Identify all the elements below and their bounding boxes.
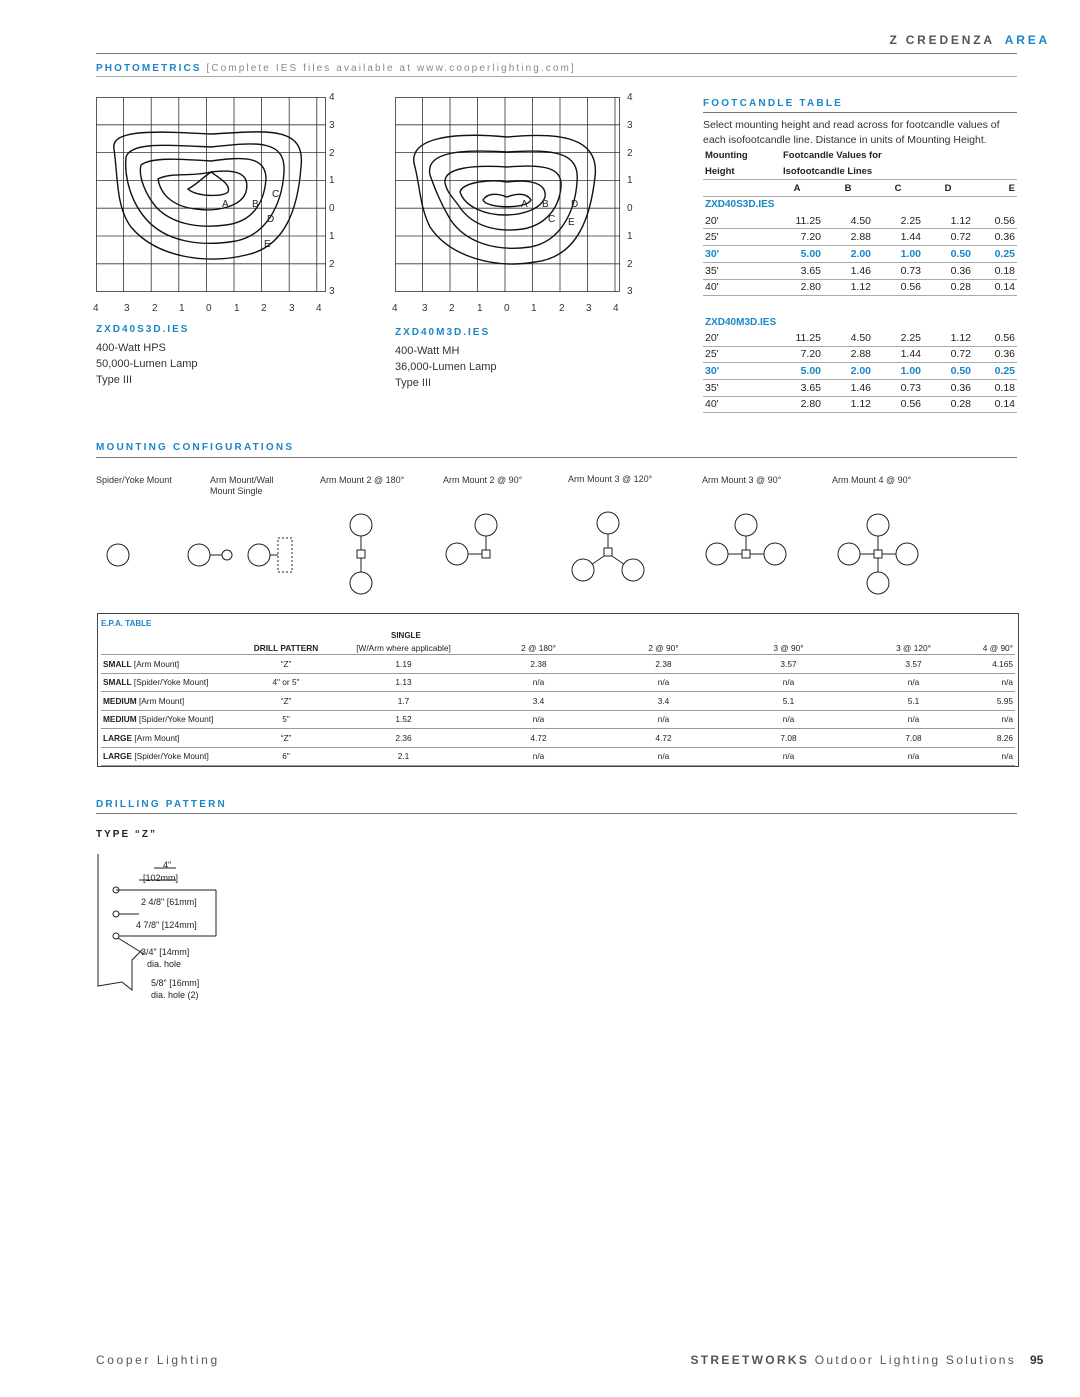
epa-size-cell: [101, 729, 241, 748]
epa-size-cell: [101, 673, 241, 692]
drill-dim-4in: 4": [163, 860, 172, 870]
arm-3-120-icon: [597, 512, 619, 534]
epa-size: MEDIUM: [103, 695, 137, 706]
chart1-label-d: D: [267, 214, 275, 225]
wall-mount-icon: [248, 544, 270, 566]
footcandle-value-cell: 7.20: [771, 346, 823, 363]
epa-value-cell: 1.52: [331, 710, 476, 729]
mounting-height-cell: 30': [703, 363, 771, 380]
isofootcandle-chart-s3d: [96, 97, 326, 292]
footcandle-value-cell: 0.36: [923, 262, 973, 279]
epa-value-cell: 5.1: [726, 692, 851, 711]
epa-value-cell: 8.26: [976, 729, 1015, 748]
axis-tick: 2: [559, 303, 565, 314]
axis-tick: 3: [329, 120, 335, 131]
footcandle-row: [703, 213, 1017, 229]
axis-tick: 1: [329, 231, 335, 242]
footcandle-value-cell: 2.25: [873, 330, 923, 346]
epa-row: [101, 729, 1015, 748]
drill-dim-102mm: [102mm]: [143, 873, 179, 883]
epa-value-cell: n/a: [601, 747, 726, 766]
epa-mount: [Arm Mount]: [134, 732, 180, 743]
footcandle-value-cell: 0.14: [973, 396, 1017, 413]
footcandle-title: FOOTCANDLE TABLE: [703, 98, 844, 109]
group-label-m3d: ZXD40M3D.IES: [705, 316, 777, 328]
drill-dim-14mm: [141, 946, 189, 970]
chart2-label-a: A: [521, 199, 528, 210]
epa-size-cell: [101, 747, 241, 766]
axis-tick: 4: [613, 303, 619, 314]
mount-label-4-90: Arm Mount 4 @ 90°: [832, 475, 912, 485]
mount-label-3-120: Arm Mount 3 @ 120°: [568, 474, 653, 484]
footcandle-value-cell: 0.18: [973, 379, 1017, 396]
footcandle-row: [703, 363, 1017, 380]
mounting-height-cell: 40': [703, 396, 771, 413]
chart2-label-e: E: [568, 217, 575, 228]
footcandle-value-cell: 1.44: [873, 346, 923, 363]
mounting-height-cell: 35': [703, 262, 771, 279]
epa-title: E.P.A. TABLE: [101, 619, 152, 628]
epa-head-cell: [W/Arm where applicable]: [331, 642, 476, 655]
footcandle-value-cell: 1.12: [923, 213, 973, 229]
axis-tick: 4: [316, 303, 322, 314]
epa-rows: [101, 655, 1015, 766]
footcandle-row: [703, 330, 1017, 346]
epa-table: [101, 642, 1015, 766]
footcandle-value-cell: 1.12: [923, 330, 973, 346]
footcandle-head-row: [703, 164, 1017, 180]
epa-size-cell: [101, 692, 241, 711]
lamp-spec-m3d: [395, 325, 497, 391]
arm-4-90-icon: [867, 514, 889, 536]
epa-mount: [Arm Mount]: [133, 658, 180, 669]
epa-mount: [Spider/Yoke Mount]: [134, 751, 209, 762]
drill-dim-text: dia. hole: [147, 959, 182, 969]
axis-tick: 3: [586, 303, 592, 314]
mount-label-2-180: Arm Mount 2 @ 180°: [320, 475, 405, 485]
epa-value-cell: n/a: [851, 673, 976, 692]
footcandle-value-cell: 3.65: [771, 262, 823, 279]
axis-tick: 1: [329, 175, 335, 186]
footcandle-value-cell: 0.25: [973, 246, 1017, 263]
epa-head-cell: DRILL PATTERN: [241, 642, 331, 655]
mount-label-2-90: Arm Mount 2 @ 90°: [443, 475, 523, 485]
series-category: AREA: [1004, 33, 1050, 47]
axis-tick: 4: [627, 92, 633, 103]
epa-head-cell: 2 @ 180°: [476, 642, 601, 655]
axis-tick: 1: [531, 303, 537, 314]
axis-tick: 2: [449, 303, 455, 314]
epa-value-cell: 4.72: [476, 729, 601, 748]
drill-dim-text: dia. hole (2): [151, 990, 199, 1000]
footcandle-value-cell: 0.36: [923, 379, 973, 396]
epa-head-cell: 3 @ 90°: [726, 642, 851, 655]
axis-tick: 3: [422, 303, 428, 314]
footer-line: [690, 1353, 1016, 1367]
axis-tick: 4: [392, 303, 398, 314]
axis-tick: 3: [329, 286, 335, 297]
lamp-watt: 400-Watt MH: [395, 345, 460, 357]
footcandle-value-cell: 4.50: [823, 330, 873, 346]
epa-value-cell: n/a: [601, 710, 726, 729]
footcandle-cols-row: [703, 180, 1017, 197]
footcandle-value-cell: 2.00: [823, 363, 873, 380]
col-head: B: [823, 180, 873, 197]
epa-value-cell: 2.1: [331, 747, 476, 766]
footcandle-value-cell: 0.72: [923, 229, 973, 246]
epa-value-cell: n/a: [976, 747, 1015, 766]
epa-value-cell: n/a: [726, 673, 851, 692]
axis-tick: 2: [627, 259, 633, 270]
chart1-label-e: E: [264, 239, 271, 250]
footcandle-row: [703, 279, 1017, 296]
axis-tick: 2: [329, 148, 335, 159]
footcandle-value-cell: 0.50: [923, 363, 973, 380]
epa-row: [101, 710, 1015, 729]
epa-value-cell: 4.165: [976, 655, 1015, 674]
footcandle-value-cell: 0.50: [923, 246, 973, 263]
footcandle-row: [703, 346, 1017, 363]
axis-tick: 0: [627, 203, 633, 214]
footcandle-value-cell: 1.12: [823, 279, 873, 296]
mount-label-3-90: Arm Mount 3 @ 90°: [702, 475, 782, 485]
epa-head-cell: 2 @ 90°: [601, 642, 726, 655]
col-head: A: [771, 180, 823, 197]
footer-brand: Cooper Lighting: [96, 1353, 220, 1367]
epa-value-cell: n/a: [976, 673, 1015, 692]
footcandle-value-cell: 0.56: [973, 330, 1017, 346]
chart2-label-c: C: [548, 214, 556, 225]
chart1-label-b: B: [252, 199, 259, 210]
footcandle-value-cell: 7.20: [771, 229, 823, 246]
footcandle-value-cell: 2.00: [823, 246, 873, 263]
arm-mount-single-icon: [188, 544, 210, 566]
axis-tick: 0: [504, 303, 510, 314]
footcandle-value-cell: 0.56: [873, 396, 923, 413]
lamp-watt: 400-Watt HPS: [96, 342, 166, 354]
col-head: E: [973, 180, 1017, 197]
axis-tick: 1: [477, 303, 483, 314]
axis-tick: 4: [329, 92, 335, 103]
axis-tick: 2: [152, 303, 158, 314]
epa-value-cell: 3.4: [476, 692, 601, 711]
epa-value-cell: 6": [241, 747, 331, 766]
epa-value-cell: 2.36: [331, 729, 476, 748]
epa-value-cell: n/a: [476, 710, 601, 729]
footcandle-value-cell: 2.88: [823, 229, 873, 246]
epa-value-cell: 5.95: [976, 692, 1015, 711]
footcandle-value-cell: 1.46: [823, 262, 873, 279]
epa-value-cell: 2.38: [476, 655, 601, 674]
drilling-rule: [96, 813, 1017, 814]
footcandle-value-cell: 0.73: [873, 262, 923, 279]
footcandle-value-cell: 1.44: [873, 229, 923, 246]
series-header: [889, 33, 1050, 47]
epa-value-cell: 2.38: [601, 655, 726, 674]
hole-icon: [113, 911, 119, 917]
footcandle-row: [703, 262, 1017, 279]
header-rule: [96, 53, 1017, 54]
footcandle-value-cell: 1.12: [823, 396, 873, 413]
drill-dim-text: 5/8" [16mm]: [151, 978, 200, 988]
epa-row: [101, 655, 1015, 674]
epa-head-cell: [101, 642, 241, 655]
axis-tick: 2: [627, 148, 633, 159]
epa-header-row: [101, 642, 1015, 655]
epa-head-cell: 3 @ 120°: [851, 642, 976, 655]
epa-value-cell: 7.08: [726, 729, 851, 748]
footer-line-text: Outdoor Lighting Solutions: [814, 1353, 1016, 1367]
axis-tick: 3: [124, 303, 130, 314]
axis-tick: 0: [329, 203, 335, 214]
epa-row: [101, 747, 1015, 766]
epa-value-cell: 7.08: [851, 729, 976, 748]
footcandle-value-cell: 0.14: [973, 279, 1017, 296]
lamp-lumen: 50,000-Lumen Lamp: [96, 358, 198, 370]
arm-2-90-icon: [475, 514, 497, 536]
mounting-title: MOUNTING CONFIGURATIONS: [96, 442, 295, 453]
epa-value-cell: n/a: [601, 673, 726, 692]
epa-row: [101, 673, 1015, 692]
arm-3-90-icon: [735, 514, 757, 536]
axis-tick: 1: [627, 175, 633, 186]
head-cell: Mounting: [705, 150, 748, 162]
epa-value-cell: 4" or 5": [241, 673, 331, 692]
footcandle-rule: [703, 112, 1017, 113]
footcandle-value-cell: 0.18: [973, 262, 1017, 279]
lamp-file: ZXD40S3D.IES: [96, 324, 190, 335]
epa-size: MEDIUM: [103, 714, 137, 725]
epa-value-cell: 3.57: [726, 655, 851, 674]
mounting-height-cell: 35': [703, 379, 771, 396]
chart1-label-a: A: [222, 199, 229, 210]
lamp-spec-s3d: [96, 322, 198, 388]
epa-value-cell: n/a: [726, 710, 851, 729]
drill-dim-61mm: 2 4/8" [61mm]: [141, 897, 197, 907]
mounting-height-cell: 20': [703, 213, 771, 229]
footcandle-description: Select mounting height and read across for footcandle values of each isofootcandle line. Distance in units of Mounting Height.: [703, 119, 1000, 146]
epa-value-cell: 1.19: [331, 655, 476, 674]
footcandle-value-cell: 11.25: [771, 330, 823, 346]
epa-mount: [Arm Mount]: [138, 695, 185, 706]
mounting-height-cell: 25': [703, 346, 771, 363]
mounting-height-cell: 20': [703, 330, 771, 346]
axis-tick: 3: [289, 303, 295, 314]
mount-label-arm-single: Arm Mount/Wall Mount Single: [210, 475, 274, 496]
epa-value-cell: 3.4: [601, 692, 726, 711]
spider-mount-icon: [107, 544, 129, 566]
footcandle-value-cell: 0.36: [973, 346, 1017, 363]
head-cell: [703, 180, 771, 197]
epa-size: LARGE: [103, 732, 133, 743]
footcandle-value-cell: 11.25: [771, 213, 823, 229]
epa-row: [101, 692, 1015, 711]
footcandle-value-cell: 0.56: [873, 279, 923, 296]
footcandle-value-cell: 0.72: [923, 346, 973, 363]
lamp-file: ZXD40M3D.IES: [395, 327, 491, 338]
footcandle-value-cell: 2.80: [771, 279, 823, 296]
epa-value-cell: “Z”: [241, 692, 331, 711]
lamp-lumen: 36,000-Lumen Lamp: [395, 361, 497, 373]
footcandle-value-cell: 0.56: [973, 213, 1017, 229]
epa-size-cell: [101, 710, 241, 729]
axis-tick: 2: [329, 259, 335, 270]
epa-value-cell: 4.72: [601, 729, 726, 748]
epa-value-cell: 5": [241, 710, 331, 729]
axis-tick: 3: [627, 286, 633, 297]
footcandle-value-cell: 2.25: [873, 213, 923, 229]
epa-size: SMALL: [103, 658, 132, 669]
footcandle-value-cell: 1.46: [823, 379, 873, 396]
photometrics-title: PHOTOMETRICS: [96, 63, 202, 74]
chart2-label-b: B: [542, 199, 549, 210]
axis-tick: 1: [627, 231, 633, 242]
epa-mount: [Spider/Yoke Mount]: [133, 677, 209, 688]
head-cell: Height: [703, 164, 771, 180]
epa-value-cell: “Z”: [241, 729, 331, 748]
lamp-type: Type III: [96, 374, 133, 386]
page-number: 95: [1030, 1353, 1044, 1367]
epa-mount: [Spider/Yoke Mount]: [138, 714, 214, 725]
footcandle-value-cell: 0.73: [873, 379, 923, 396]
footcandle-value-cell: 1.00: [873, 246, 923, 263]
epa-value-cell: n/a: [976, 710, 1015, 729]
axis-tick: 1: [234, 303, 240, 314]
epa-value-cell: 3.57: [851, 655, 976, 674]
footcandle-row: [703, 396, 1017, 413]
footcandle-rows-m3d: [703, 330, 1017, 413]
footcandle-value-cell: 4.50: [823, 213, 873, 229]
col-head: D: [923, 180, 973, 197]
mount-label-spider: Spider/Yoke Mount: [96, 475, 172, 485]
drill-dim-124mm: 4 7/8" [124mm]: [136, 920, 197, 930]
epa-value-cell: n/a: [476, 747, 601, 766]
mounting-height-cell: 40': [703, 279, 771, 296]
footcandle-value-cell: 5.00: [771, 363, 823, 380]
epa-value-cell: 5.1: [851, 692, 976, 711]
footcandle-table: [703, 148, 1017, 413]
footer-line-bold: STREETWORKS: [690, 1353, 810, 1367]
chart2-label-d: D: [571, 199, 579, 210]
arm-2-180-icon: [350, 514, 372, 536]
chart1-label-c: C: [272, 189, 280, 200]
drill-dim-16mm: [151, 977, 199, 1001]
isofootcandle-chart-m3d: [395, 97, 620, 292]
epa-single-label: SINGLE: [391, 631, 421, 640]
epa-size-cell: [101, 655, 241, 674]
footcandle-value-cell: 0.36: [973, 229, 1017, 246]
footcandle-value-cell: 3.65: [771, 379, 823, 396]
col-head: C: [873, 180, 923, 197]
footcandle-value-cell: 0.25: [973, 363, 1017, 380]
axis-tick: 3: [627, 120, 633, 131]
footcandle-row: [703, 246, 1017, 263]
epa-value-cell: n/a: [851, 710, 976, 729]
mounting-rule: [96, 457, 1017, 458]
footcandle-value-cell: 0.28: [923, 279, 973, 296]
footcandle-row: [703, 379, 1017, 396]
mounting-diagrams: [96, 505, 1017, 600]
drilling-type: TYPE “Z”: [96, 829, 158, 840]
mounting-height-cell: 30': [703, 246, 771, 263]
photometrics-title-line: [96, 63, 576, 74]
axis-tick: 2: [261, 303, 267, 314]
epa-size: LARGE: [103, 751, 133, 762]
footcandle-rows-s3d: [703, 213, 1017, 296]
footcandle-value-cell: 1.00: [873, 363, 923, 380]
head-cell: Isofootcandle Lines: [771, 164, 1017, 180]
axis-tick: 0: [206, 303, 212, 314]
axis-tick: 4: [93, 303, 99, 314]
photometrics-note: [Complete IES files available at www.cooperlighting.com]: [206, 63, 576, 74]
epa-size: SMALL: [103, 677, 132, 688]
epa-head-cell: 4 @ 90°: [976, 642, 1015, 655]
footcandle-value-cell: 2.88: [823, 346, 873, 363]
series-name: Z CREDENZA: [889, 33, 995, 47]
epa-value-cell: n/a: [476, 673, 601, 692]
footcandle-value-cell: 2.80: [771, 396, 823, 413]
footcandle-value-cell: 5.00: [771, 246, 823, 263]
epa-value-cell: 1.7: [331, 692, 476, 711]
epa-value-cell: n/a: [851, 747, 976, 766]
footcandle-value-cell: 0.28: [923, 396, 973, 413]
axis-tick: 1: [179, 303, 185, 314]
lamp-type: Type III: [395, 377, 432, 389]
epa-value-cell: n/a: [726, 747, 851, 766]
mounting-height-cell: 25': [703, 229, 771, 246]
drilling-title: DRILLING PATTERN: [96, 799, 227, 810]
group-label-s3d: ZXD40S3D.IES: [705, 199, 775, 211]
photometrics-rule: [96, 76, 1017, 77]
footcandle-row: [703, 229, 1017, 246]
epa-value-cell: “Z”: [241, 655, 331, 674]
head-cell: Footcandle Values for: [783, 150, 882, 162]
footcandle-head-row: [703, 148, 1017, 164]
epa-value-cell: 1.13: [331, 673, 476, 692]
drill-dim-text: 3/4" [14mm]: [141, 947, 190, 957]
